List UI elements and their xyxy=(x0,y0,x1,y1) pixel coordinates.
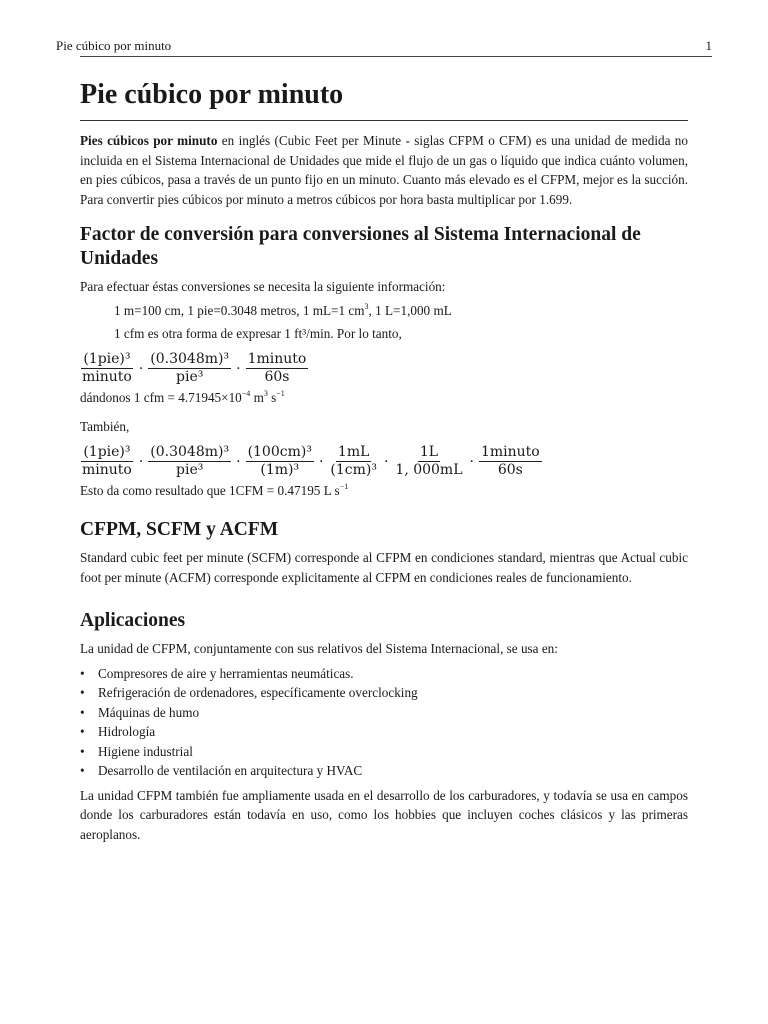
fraction-numerator: (0.3048m)³ xyxy=(150,351,230,367)
fraction xyxy=(148,444,231,479)
fraction xyxy=(148,351,231,386)
section-heading-factor: Factor de conversión para conversiones al Sistema Internacional de Unidades xyxy=(80,224,641,269)
list-item: • Desarrollo de ventilación en arquitectura y HVAC xyxy=(80,761,688,781)
multiply-dot: · xyxy=(138,453,144,470)
fraction-numerator: (100cm)³ xyxy=(247,444,312,460)
intro-paragraph xyxy=(80,131,688,209)
fraction xyxy=(246,351,309,386)
fraction-numerator: (0.3048m)³ xyxy=(150,444,230,460)
fraction xyxy=(80,351,134,386)
fraction-numerator: (1pie)³ xyxy=(83,444,131,460)
formula-cfm-to-liters xyxy=(80,443,688,481)
fraction xyxy=(479,444,542,479)
cfpm-paragraph: Standard cubic feet per minute (SCFM) corresponde al CFPM en condiciones standard, mientras que Actual cubic foot per minute (ACFM) corresponde explicitamente al CFPM en condiciones reales de funcionamiento. xyxy=(80,550,688,585)
intro-text: en inglés (Cubic Feet per Minute - siglas CFPM o CFM) es una unidad de medida no incluida en el Sistema Internacional de Unidades que mide el flujo de un gas o líquido que indica cuánto volumen, en pies cúbicos, pasa a través de un punto fijo en un minuto. Cuanto más elevado es el CFPM, mejor es la succión. Para convertir pies cúbicos por minuto a metros cúbicos por hora basta multiplicar por 1.699. xyxy=(80,133,688,207)
fraction-denominator: (1m)³ xyxy=(260,462,300,478)
fraction-denominator: pie³ xyxy=(176,369,204,385)
applications-list xyxy=(80,664,688,781)
factor-lead: Para efectuar éstas conversiones se necesita la siguiente información: xyxy=(80,279,446,294)
multiply-dot: · xyxy=(383,453,389,470)
multiply-dot: · xyxy=(469,453,474,470)
intro-term: Pies cúbicos por minuto xyxy=(80,133,218,148)
fraction-numerator: 1minuto xyxy=(480,444,540,460)
page-title: Pie cúbico por minuto xyxy=(80,78,688,121)
page-number: 1 xyxy=(705,38,712,53)
fraction-numerator: 1mL xyxy=(337,444,370,460)
section-heading-cfpm: CFPM, SCFM y ACFM xyxy=(80,519,279,540)
fraction-denominator: minuto xyxy=(82,462,132,478)
unit-equivalences: 1 m=100 cm, 1 pie=0.3048 metros, 1 mL=1 $cm^3$, 1 L=1,000 mL xyxy=(114,301,452,318)
multiply-dot: · xyxy=(138,360,144,377)
multiply-dot: · xyxy=(236,453,241,470)
apps-lead: La unidad de CFPM, conjuntamente con sus relativos del Sistema Internacional, se usa en: xyxy=(80,641,558,656)
running-title: Pie cúbico por minuto xyxy=(56,38,172,53)
fraction xyxy=(246,444,314,479)
fraction-numerator: 1minuto xyxy=(247,351,307,367)
fraction xyxy=(393,444,464,479)
result-cfm-m3s: dándonos 1 cfm = $4.71945\times 10^{-4}$ $m^3$ $s^{-1}$ xyxy=(80,388,285,405)
fraction-denominator: 60s xyxy=(497,462,523,478)
fraction xyxy=(80,444,134,479)
list-item: • Refrigeración de ordenadores, específicamente overclocking xyxy=(80,683,688,703)
list-item: • Compresores de aire y herramientas neumáticas. xyxy=(80,664,688,684)
fraction-denominator: minuto xyxy=(82,369,132,385)
fraction xyxy=(328,444,379,479)
list-item: • Hidrología xyxy=(80,722,688,742)
multiply-dot: · xyxy=(318,453,324,470)
fraction-numerator: (1pie)³ xyxy=(83,351,131,367)
closing-paragraph: La unidad CFPM también fue ampliamente usada en el desarrollo de los carburadores, y todavía se usa en campos donde los carburadores están todavía en uso, como los hobbies que incluyen coches clásicos y las primeras aeroplanos. xyxy=(80,787,688,842)
fraction-denominator: (1cm)³ xyxy=(330,462,377,478)
alt-form-text: 1 cfm es otra forma de expresar 1 ft³/min. Por lo tanto, xyxy=(114,326,402,341)
fraction-denominator: 60s xyxy=(264,369,290,385)
multiply-dot: · xyxy=(236,360,241,377)
also-text: También, xyxy=(80,419,130,434)
fraction-denominator: 1, 000mL xyxy=(395,462,463,478)
list-item: • Máquinas de humo xyxy=(80,703,688,723)
article-body xyxy=(80,78,688,844)
list-item: • Higiene industrial xyxy=(80,742,688,762)
fraction-denominator: pie³ xyxy=(176,462,204,478)
result-cfm-ls: Esto da como resultado que 1CFM = 0.47195 L $s^{-1}$ xyxy=(80,481,349,498)
fraction-numerator: 1L xyxy=(419,444,439,460)
section-heading-apps: Aplicaciones xyxy=(80,610,186,631)
formula-cfm-to-si xyxy=(80,350,688,388)
running-header xyxy=(56,38,712,57)
